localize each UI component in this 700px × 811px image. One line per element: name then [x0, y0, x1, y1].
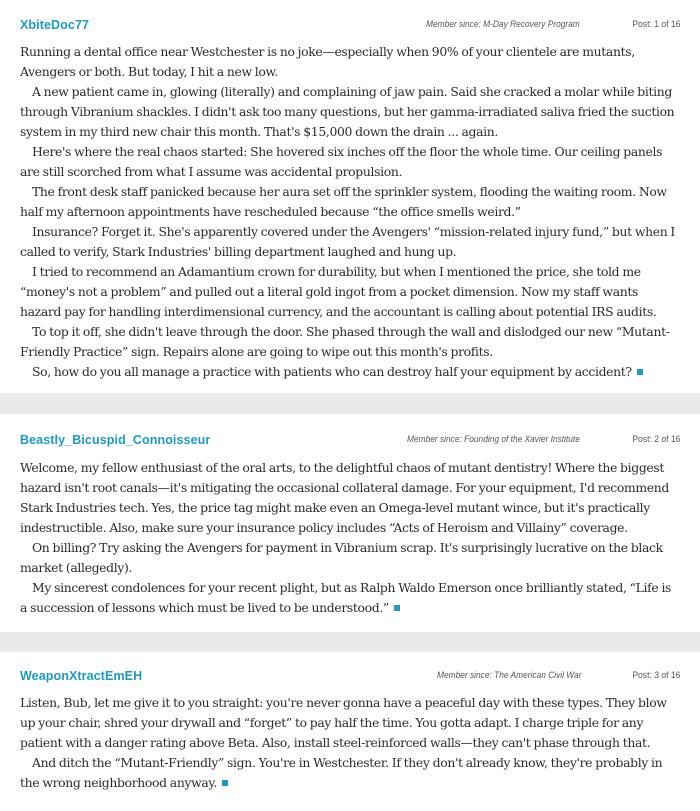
post-body — [20, 693, 680, 793]
post-paragraph: Listen, Bub, let me give it to you straight: you're never gonna have a peaceful day with these types. They blow up your chair, shred your drywall and “forget” to pay half the time. You gotta adapt. I charge triple for any patient with a danger rating above Beta. Also, install steel-reinforced walls—they can't phase through that. — [20, 695, 667, 750]
forum-post — [0, 652, 700, 811]
forum-post — [0, 414, 700, 632]
username-link[interactable]: Beastly_Bicuspid_Connoisseur — [20, 433, 211, 447]
post-paragraph-text: So, how do you all manage a practice with patients who can destroy half your equipment by accident? — [32, 364, 632, 379]
post-number: Post: 2 of 16 — [631, 434, 680, 445]
post-paragraph: I tried to recommend an Adamantium crown for durability, but when I mentioned the price, she told me “money's not a problem” and pulled out a literal gold ingot from a pocket dimension. Now my staff wants hazard pay for handling interdimensional currency, and the accountant is calling about potential IRS audits. — [20, 264, 657, 319]
username-link[interactable]: XbiteDoc77 — [20, 18, 90, 32]
post-paragraph-text: My sincerest condolences for your recent plight, but as Ralph Waldo Emerson once brilliantly stated, “Life is a succession of lessons which must be lived to be understood.” — [20, 580, 672, 615]
post-paragraph: The front desk staff panicked because her aura set off the sprinkler system, flooding the waiting room. Now half my afternoon appointments have rescheduled because “the office smells weird.” — [20, 184, 667, 219]
post-body — [20, 458, 680, 618]
post-paragraph: Welcome, my fellow enthusiast of the oral arts, to the delightful chaos of mutant dentistry! Where the biggest hazard isn't root canals—it's mitigating the occasional collateral damage. For your equipment, I'd recommend Stark Industries tech. Yes, the price tag might make even an Omega-level mutant wince, but it's practically indestructible. Also, make sure your insurance policy includes “Acts of Heroism and Villainy” coverage. — [20, 460, 669, 535]
post-paragraph-last — [20, 753, 680, 793]
post-body — [20, 42, 680, 382]
post-header — [20, 414, 680, 453]
post-paragraph: Here's where the real chaos started: She hovered six inches off the floor the whole time. Our ceiling panels are still scorched from what I assume was accidental propulsion. — [20, 144, 663, 179]
username-link[interactable]: WeaponXtractEmEH — [20, 669, 143, 683]
post-paragraph: On billing? Try asking the Avengers for payment in Vibranium scrap. It's surprisingly lucrative on the black market (allegedly). — [20, 540, 663, 575]
post-number: Post: 1 of 16 — [631, 19, 680, 30]
post-header — [20, 0, 680, 38]
end-of-post-icon — [637, 369, 643, 375]
post-number: Post: 3 of 16 — [631, 670, 680, 681]
member-since: Member since: M-Day Recovery Program — [426, 19, 580, 30]
post-paragraph: To top it off, she didn't leave through the door. She phased through the wall and dislodged our new “Mutant-Friendly Practice” sign. Repairs alone are going to wipe out this month's profits. — [20, 324, 670, 359]
post-paragraph: Insurance? Forget it. She's apparently covered under the Avengers' “mission-related injury fund,” but when I called to verify, Stark Industries' billing department laughed and hung up. — [20, 224, 675, 259]
forum-post — [0, 0, 700, 393]
post-header — [20, 652, 680, 689]
post-paragraph-last — [20, 362, 680, 382]
member-since: Member since: The American Civil War — [437, 670, 582, 681]
end-of-post-icon — [394, 605, 400, 611]
member-since: Member since: Founding of the Xavier Institute — [407, 434, 580, 445]
post-paragraph: Running a dental office near Westchester is no joke—especially when 90% of your clientele are mutants, Avengers or both. But today, I hit a new low. — [20, 44, 635, 79]
post-paragraph: A new patient came in, glowing (literally) and complaining of jaw pain. Said she cracked a molar while biting through Vibranium shackles. I didn't ask too many questions, but her gamma-irradiated saliva fried the suction system in my third new chair this month. That's $15,000 down the drain ... again. — [20, 84, 675, 139]
end-of-post-icon — [222, 780, 228, 786]
post-paragraph-text: And ditch the “Mutant-Friendly” sign. You're in Westchester. If they don't already know, they're probably in the wrong neighborhood anyway. — [20, 755, 663, 790]
post-paragraph-last — [20, 578, 680, 618]
